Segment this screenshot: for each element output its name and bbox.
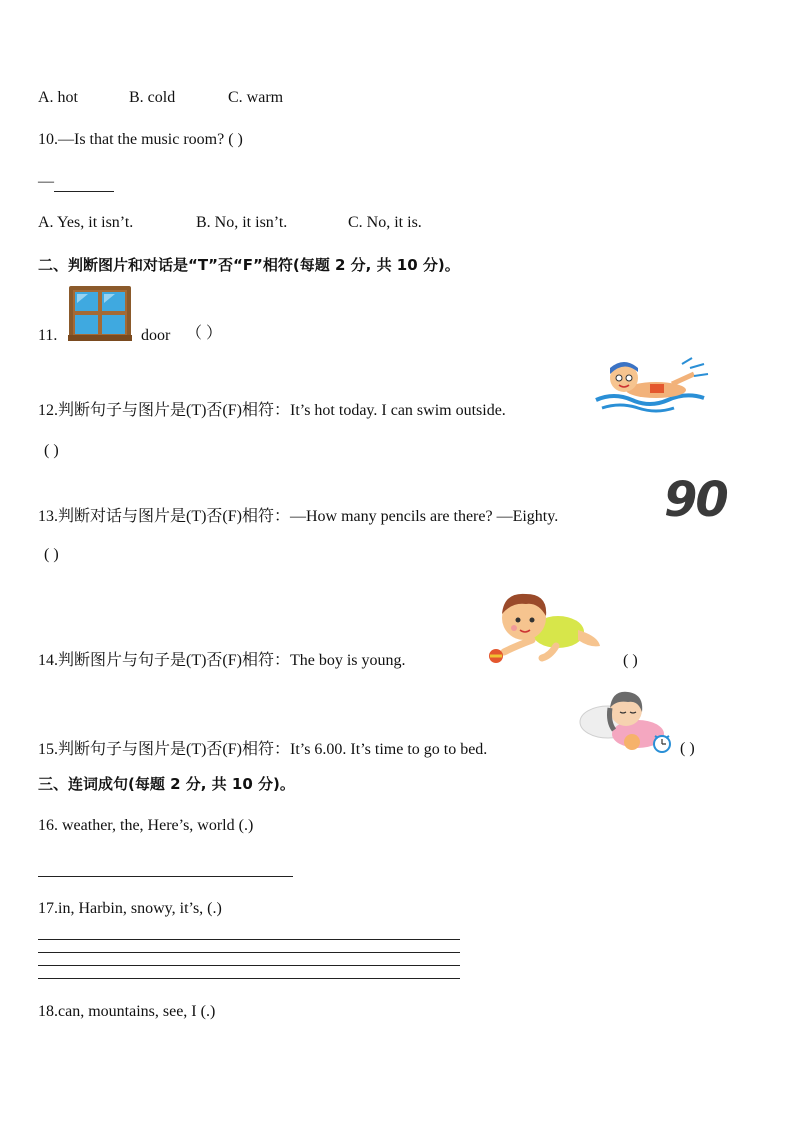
swimming-boy-icon [594,356,712,414]
q10-question: 10.—Is that the music room? ( ) [38,131,243,148]
q9-option-b: B. cold [129,89,176,106]
q10-answer-prefix: — [38,173,54,190]
q12-answer-paren[interactable]: ( ) [44,442,59,459]
section2-title: 二、判断图片和对话是“T”否“F”相符(每题 2 分, 共 10 分)。 [38,256,460,274]
q17-writing-line-2[interactable] [38,952,460,953]
q10-answer-line[interactable] [38,172,114,192]
q17-writing-line-4[interactable] [38,978,460,979]
q13-text: 13.判断对话与图片是(T)否(F)相符：—How many pencils are there? —Eighty. [38,508,559,525]
q10-answer-blank[interactable] [54,175,114,192]
q17-writing-line-3[interactable] [38,965,460,966]
q14-text: 14.判断图片与句子是(T)否(F)相符：The boy is young. [38,652,406,669]
q13-answer-paren[interactable]: ( ) [44,546,59,563]
q15-answer-paren[interactable]: ( ) [680,740,695,757]
q15-text: 15.判断句子与图片是(T)否(F)相符：It’s 6.00. It’s time to go to bed. [38,741,488,758]
q17-writing-line-1[interactable] [38,939,460,940]
q11-answer-paren[interactable]: （ ） [186,325,223,342]
q9-option-c: C. warm [228,89,284,106]
q18-text: 18.can, mountains, see, I (.) [38,1003,216,1020]
q9-option-a: A. hot [38,89,78,106]
sleeping-girl-icon [578,678,674,754]
q10-option-b: B. No, it isn’t. [196,214,288,231]
q11-word: door [141,327,171,344]
section3-title: 三、连词成句(每题 2 分, 共 10 分)。 [38,775,295,793]
window-icon [68,285,132,341]
q17-text: 17.in, Harbin, snowy, it’s, (.) [38,900,222,917]
q16-text: 16. weather, the, Here’s, world (.) [38,817,254,834]
crawling-baby-icon [486,586,604,666]
q12-text: 12.判断句子与图片是(T)否(F)相符：It’s hot today. I can swim outside. [38,402,506,419]
q10-option-c: C. No, it is. [348,214,422,231]
q16-answer-line[interactable] [38,876,293,877]
q11-number: 11. [38,327,58,344]
q14-answer-paren[interactable]: ( ) [623,652,638,669]
q10-option-a: A. Yes, it isn’t. [38,214,134,231]
number-ninety-picture: 90 [664,472,727,528]
